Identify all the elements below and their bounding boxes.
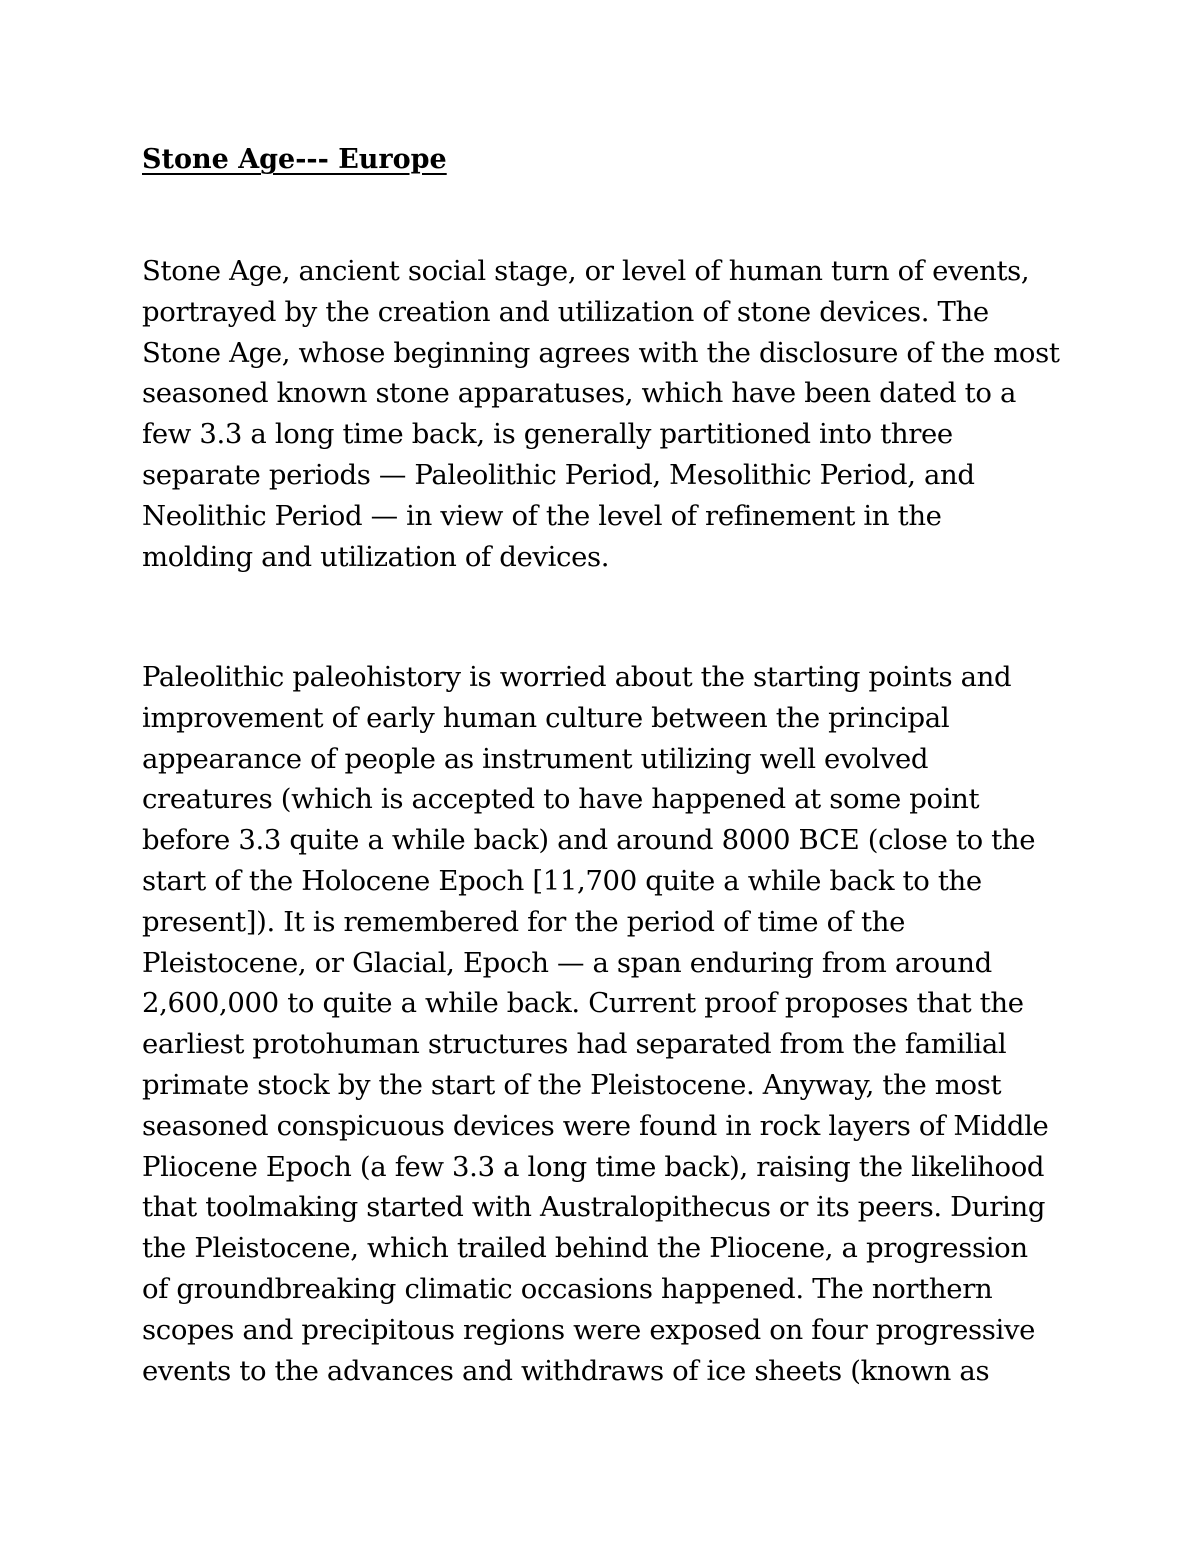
- text-line: 2,600,000 to quite a while back. Current proof proposes that the: [142, 987, 1024, 1020]
- text-line: appearance of people as instrument utilizing well evolved: [142, 742, 929, 775]
- text-line: seasoned known stone apparatuses, which have been dated to a: [142, 377, 1017, 410]
- paragraph-intro: [142, 251, 1060, 577]
- text-line: molding and utilization of devices.: [142, 540, 610, 573]
- text-line: scopes and precipitous regions were exposed on four progressive: [142, 1313, 1036, 1346]
- paragraph-paleolithic: [142, 657, 1048, 1391]
- document-title: Stone Age--- Europe: [142, 144, 447, 175]
- text-line: primate stock by the start of the Pleistocene. Anyway, the most: [142, 1068, 1002, 1101]
- text-line: Stone Age, ancient social stage, or level of human turn of events,: [142, 255, 1030, 287]
- text-line: creatures (which is accepted to have happened at some point: [142, 783, 980, 816]
- text-line: of groundbreaking climatic occasions happened. The northern: [142, 1272, 993, 1305]
- text-line: that toolmaking started with Australopithecus or its peers. During: [142, 1191, 1046, 1224]
- text-line: separate periods — Paleolithic Period, Mesolithic Period, and: [142, 458, 975, 491]
- text-line: events to the advances and withdraws of ice sheets (known as: [142, 1354, 990, 1387]
- text-line: Neolithic Period — in view of the level of refinement in the: [142, 499, 942, 532]
- text-line: Pleistocene, or Glacial, Epoch — a span enduring from around: [142, 946, 992, 979]
- text-line: seasoned conspicuous devices were found in rock layers of Middle: [142, 1109, 1049, 1142]
- text-line: start of the Holocene Epoch [11,700 quite a while back to the: [142, 864, 982, 897]
- text-line: few 3.3 a long time back, is generally partitioned into three: [142, 418, 953, 451]
- text-line: improvement of early human culture between the principal: [142, 701, 950, 734]
- text-line: the Pleistocene, which trailed behind the Pliocene, a progression: [142, 1232, 1028, 1265]
- text-line: earliest protohuman structures had separated from the familial: [142, 1028, 1007, 1061]
- text-line: Stone Age, whose beginning agrees with the disclosure of the most: [142, 336, 1060, 369]
- text-line: portrayed by the creation and utilization of stone devices. The: [142, 295, 989, 328]
- text-line: Paleolithic paleohistory is worried about the starting points and: [142, 661, 1012, 693]
- text-line: present]). It is remembered for the period of time of the: [142, 905, 906, 938]
- text-line: Pliocene Epoch (a few 3.3 a long time back), raising the likelihood: [142, 1150, 1045, 1183]
- text-line: before 3.3 quite a while back) and around 8000 BCE (close to the: [142, 824, 1036, 857]
